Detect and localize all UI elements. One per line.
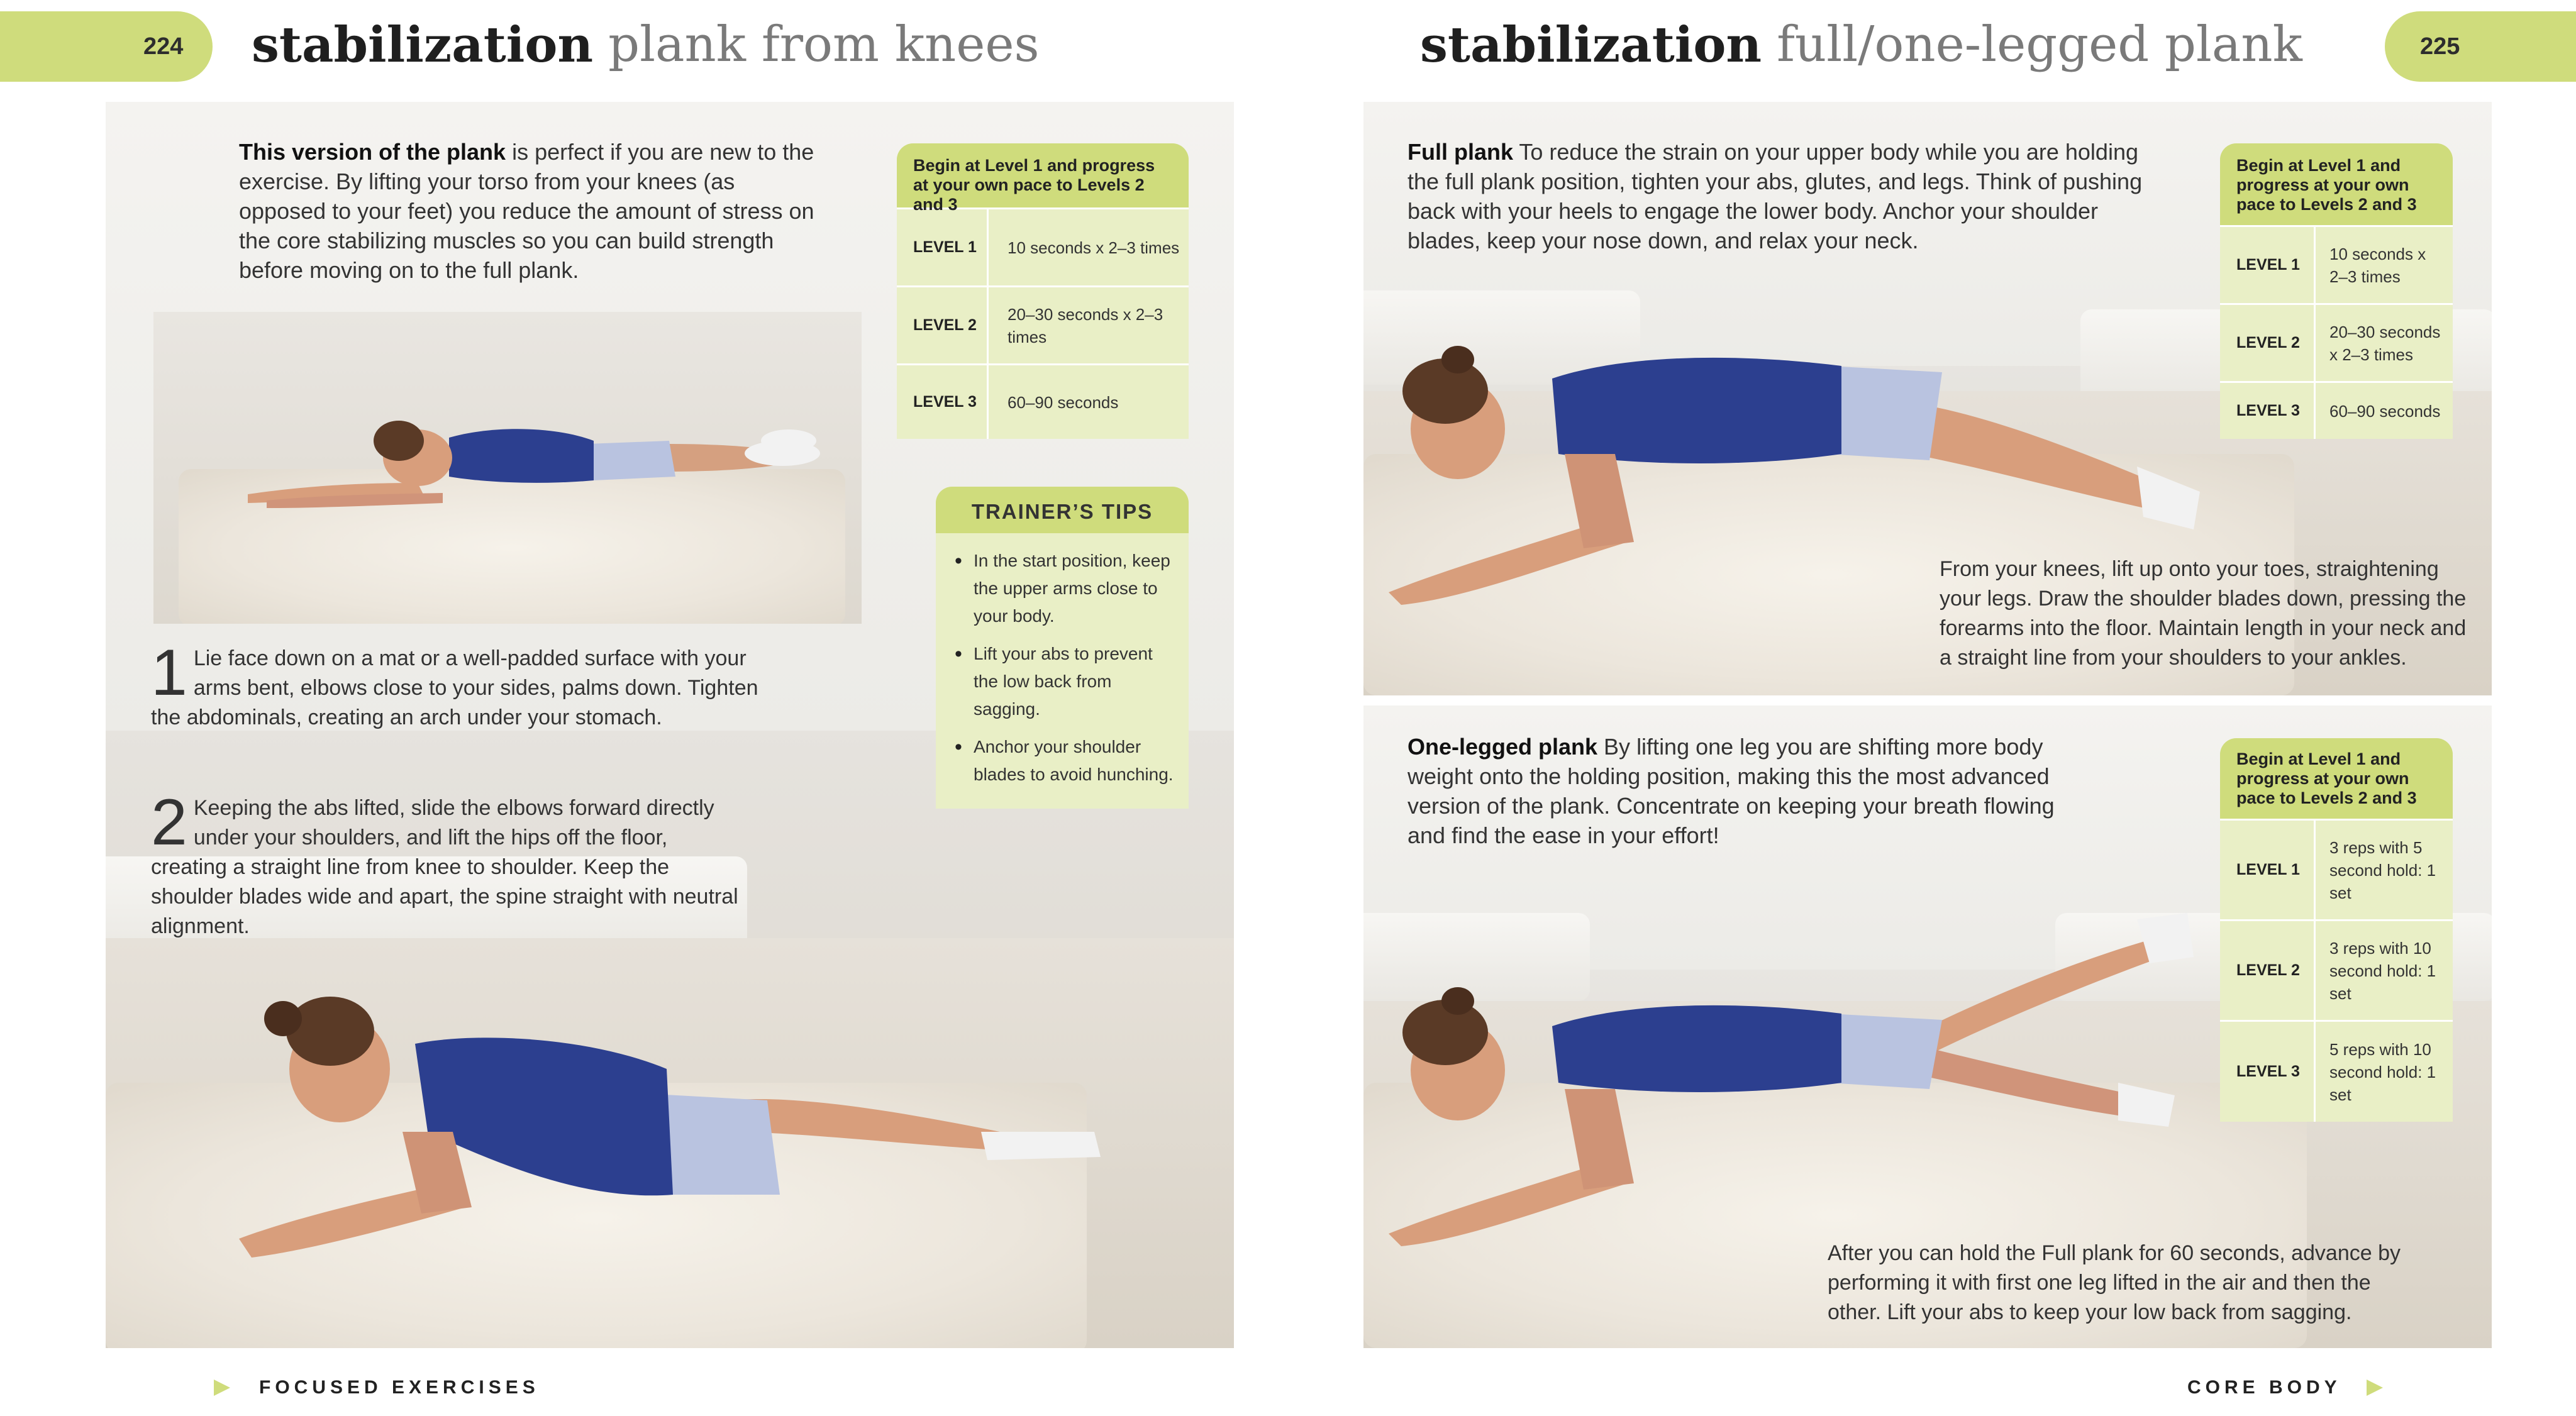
photo-step-1 <box>153 312 862 624</box>
page-number-right: 225 <box>2420 33 2460 60</box>
level-label: LEVEL 3 <box>897 365 989 439</box>
page-heading-right <box>1407 10 2302 79</box>
list-item: • Anchor your shoulder blades to avoid hunching. <box>955 733 1174 788</box>
level-table-left <box>897 143 1189 439</box>
table-row <box>897 207 1189 285</box>
step-1-text: Lie face down on a mat or a well-padded surface with your arms bent, elbows close to your sides, palms down. Tighten the abdominals, creating an arch under your stomach. <box>151 646 758 729</box>
level-label: LEVEL 1 <box>2220 821 2316 919</box>
level-value: 3 reps with 5 second hold: 1 set <box>2329 838 2436 902</box>
level-value: 20–30 seconds x 2–3 times <box>1008 304 1163 346</box>
step-1 <box>151 636 767 733</box>
play-triangle-icon <box>213 1378 231 1397</box>
level-label: LEVEL 3 <box>2220 1022 2316 1122</box>
level-value: 10 seconds x 2–3 times <box>2329 244 2426 286</box>
full-plank-paragraph <box>1407 137 2150 255</box>
level-label: LEVEL 1 <box>897 209 989 285</box>
level-table-one-legged <box>2220 738 2453 1122</box>
step-2-text: Keeping the abs lifted, slide the elbows forward directly under your shoulders, and lift the hips off the floor, creating a straight line from knee to shoulder. Keep the shoulder blades wide and apart, the spine straight with neutral alignment. <box>151 796 738 938</box>
footer-section-right: CORE BODY <box>2187 1377 2341 1398</box>
level-table-header: Begin at Level 1 and progress at your own pace to Levels 2 and 3 <box>2220 738 2453 819</box>
footer-section-left: FOCUSED EXERCISES <box>259 1377 540 1398</box>
level-label: LEVEL 2 <box>2220 305 2316 381</box>
trainers-tips-list <box>936 533 1189 788</box>
full-plank-caption: From your knees, lift up onto your toes, straightening your legs. Draw the shoulder blades down, pressing the forearms into the floor. Maintain length in your neck and a straight line from your shoulders to your ankles. <box>1940 557 2467 670</box>
page-number-tab-right <box>2385 11 2576 82</box>
lying-figure <box>153 312 862 624</box>
level-value: 10 seconds x 2–3 times <box>1008 238 1180 257</box>
intro-rest-left: is perfect if you are new to the exercise. By lifting your torso from your knees (as opposed to your feet) you reduce the amount of stress on the core stabilizing muscles so you can build strength before moving on to the full plank. <box>239 139 814 283</box>
footer-right <box>2187 1377 2384 1398</box>
step-number-2: 2 <box>151 786 187 859</box>
table-row <box>2220 819 2453 919</box>
level-value: 3 reps with 10 second hold: 1 set <box>2329 938 2436 1003</box>
page-heading-left <box>239 10 1040 79</box>
footer-left <box>213 1377 540 1398</box>
full-plank-rest: To reduce the strain on your upper body while you are holding the full plank position, tighten your abs, glutes, and legs. Think of pushing back with your heels to engage the lower body. Anchor your shoulder blades, keep your nose down, and relax your neck. <box>1407 139 2143 253</box>
level-value: 5 reps with 10 second hold: 1 set <box>2329 1039 2436 1104</box>
heading-light-right: full/one-legged plank <box>1777 16 2302 73</box>
table-row <box>897 285 1189 363</box>
full-plank-lead: Full plank <box>1407 139 1514 165</box>
one-legged-caption: After you can hold the Full plank for 60 seconds, advance by performing it with first one leg lifted in the air and then the other. Lift your abs to keep your low back from sagging. <box>1828 1241 2401 1324</box>
level-label: LEVEL 1 <box>2220 227 2316 303</box>
level-value: 60–90 seconds <box>1008 392 1119 412</box>
table-row <box>2220 381 2453 439</box>
level-label: LEVEL 3 <box>2220 383 2316 439</box>
level-table-header: Begin at Level 1 and progress at your own pace to Levels 2 and 3 <box>2220 143 2453 225</box>
step-2 <box>151 786 742 941</box>
page-number-left: 224 <box>143 33 184 60</box>
level-value: 20–30 seconds x 2–3 times <box>2329 322 2441 364</box>
heading-bold-right: stabilization <box>1420 16 1762 74</box>
list-item: • Lift your abs to prevent the low back from sagging. <box>955 640 1174 723</box>
level-label: LEVEL 2 <box>897 287 989 363</box>
level-value: 60–90 seconds <box>2329 401 2441 421</box>
level-label: LEVEL 2 <box>2220 921 2316 1020</box>
play-triangle-icon <box>2365 1378 2384 1397</box>
table-row <box>2220 1020 2453 1122</box>
one-legged-rest: By lifting one leg you are shifting more body weight onto the holding position, making this the most advanced version of the plank. Concentrate on keeping your breath flowing and find the ease in your effort! <box>1407 734 2055 848</box>
page-number-tab-left <box>0 11 213 82</box>
level-table-full-plank <box>2220 143 2453 439</box>
step-number-1: 1 <box>151 636 187 709</box>
heading-bold-left: stabilization <box>252 16 594 74</box>
table-row <box>2220 225 2453 303</box>
table-row <box>2220 303 2453 381</box>
one-legged-lead: One-legged plank <box>1407 734 1598 760</box>
trainers-tips-box <box>936 487 1189 809</box>
list-item: • In the start position, keep the upper arms close to your body. <box>955 547 1174 630</box>
knee-plank-figure <box>214 943 1157 1295</box>
trainers-tips-title: TRAINER’S TIPS <box>936 487 1189 533</box>
intro-paragraph-left <box>239 137 818 285</box>
table-row <box>897 363 1189 439</box>
table-row <box>2220 919 2453 1020</box>
level-table-header: Begin at Level 1 and progress at your own pace to Levels 2 and 3 <box>897 143 1189 207</box>
one-legged-paragraph <box>1407 732 2087 850</box>
intro-lead-left: This version of the plank <box>239 139 506 165</box>
heading-light-left: plank from knees <box>608 16 1040 73</box>
